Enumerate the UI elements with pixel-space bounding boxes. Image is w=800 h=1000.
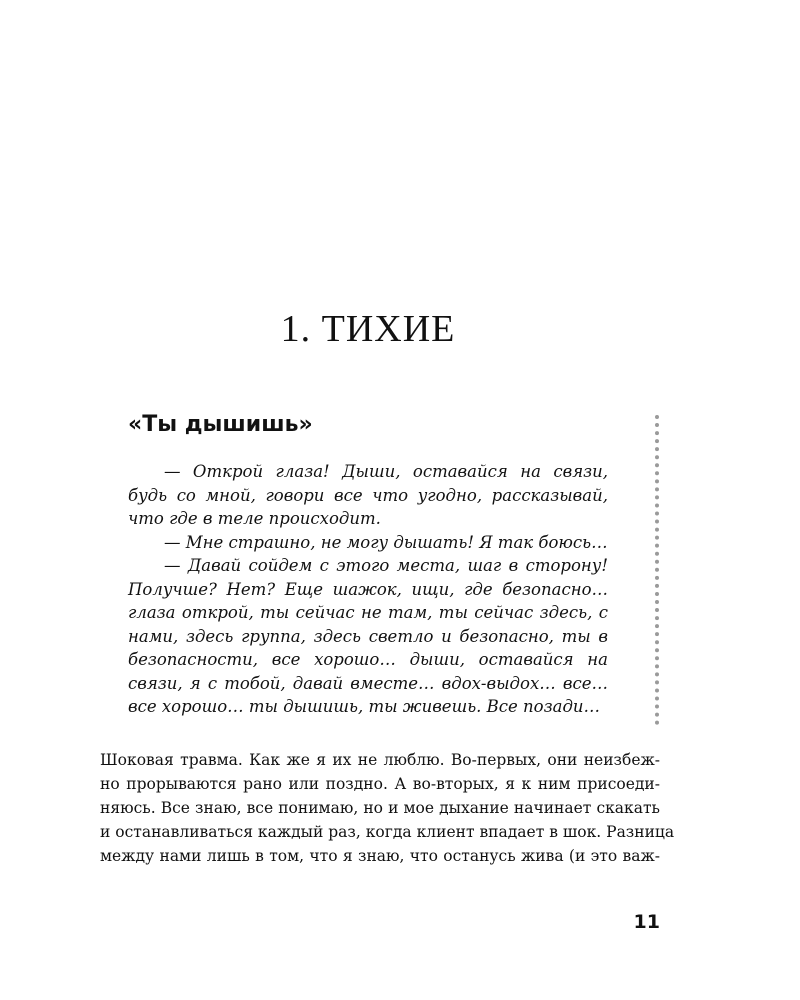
dialogue-line: — Открой глаза! Дыши, оставайся на связи, будь со мной, говори все что угодно, рассказывай, что где в теле происходит. [128, 462, 608, 528]
dialogue-line: — Давай сойдем с этого места, шаг в сторону! Получше? Нет? Еще шажок, ищи, где безопасно… глаза открой, ты сейчас не там, ты сейчас здесь, с нами, здесь группа, здесь светло и безопасно, ты в безопасности, все хорошо… дыши, оставайся на связи, я с тобой, давай вместе… вдох-выдох… все… все хорошо… ты дышишь, ты живешь. Все позади… [128, 556, 608, 716]
dotted-divider [655, 415, 659, 725]
body-line: между нами лишь в том, что я знаю, что останусь жива (и это важ- [100, 847, 660, 865]
body-line: Шоковая травма. Как же я их не люблю. Во-первых, они неизбеж- [100, 751, 660, 769]
section-heading: «Ты дышишь» [128, 412, 313, 437]
dialogue-block [128, 460, 608, 719]
page-number: 11 [633, 911, 660, 933]
chapter-title: 1. ТИХИЕ [280, 308, 456, 350]
dialogue-line: — Мне страшно, не могу дышать! Я так боюсь… [164, 532, 608, 552]
body-line: но прорываются рано или поздно. А во-вторых, я к ним присоеди- [100, 775, 660, 793]
epigraph-section [128, 410, 608, 719]
body-line: няюсь. Все знаю, все понимаю, но и мое дыхание начинает скакать [100, 799, 660, 817]
body-paragraph [100, 748, 675, 868]
body-line: и останавливаться каждый раз, когда клиент впадает в шок. Разница [100, 823, 675, 841]
